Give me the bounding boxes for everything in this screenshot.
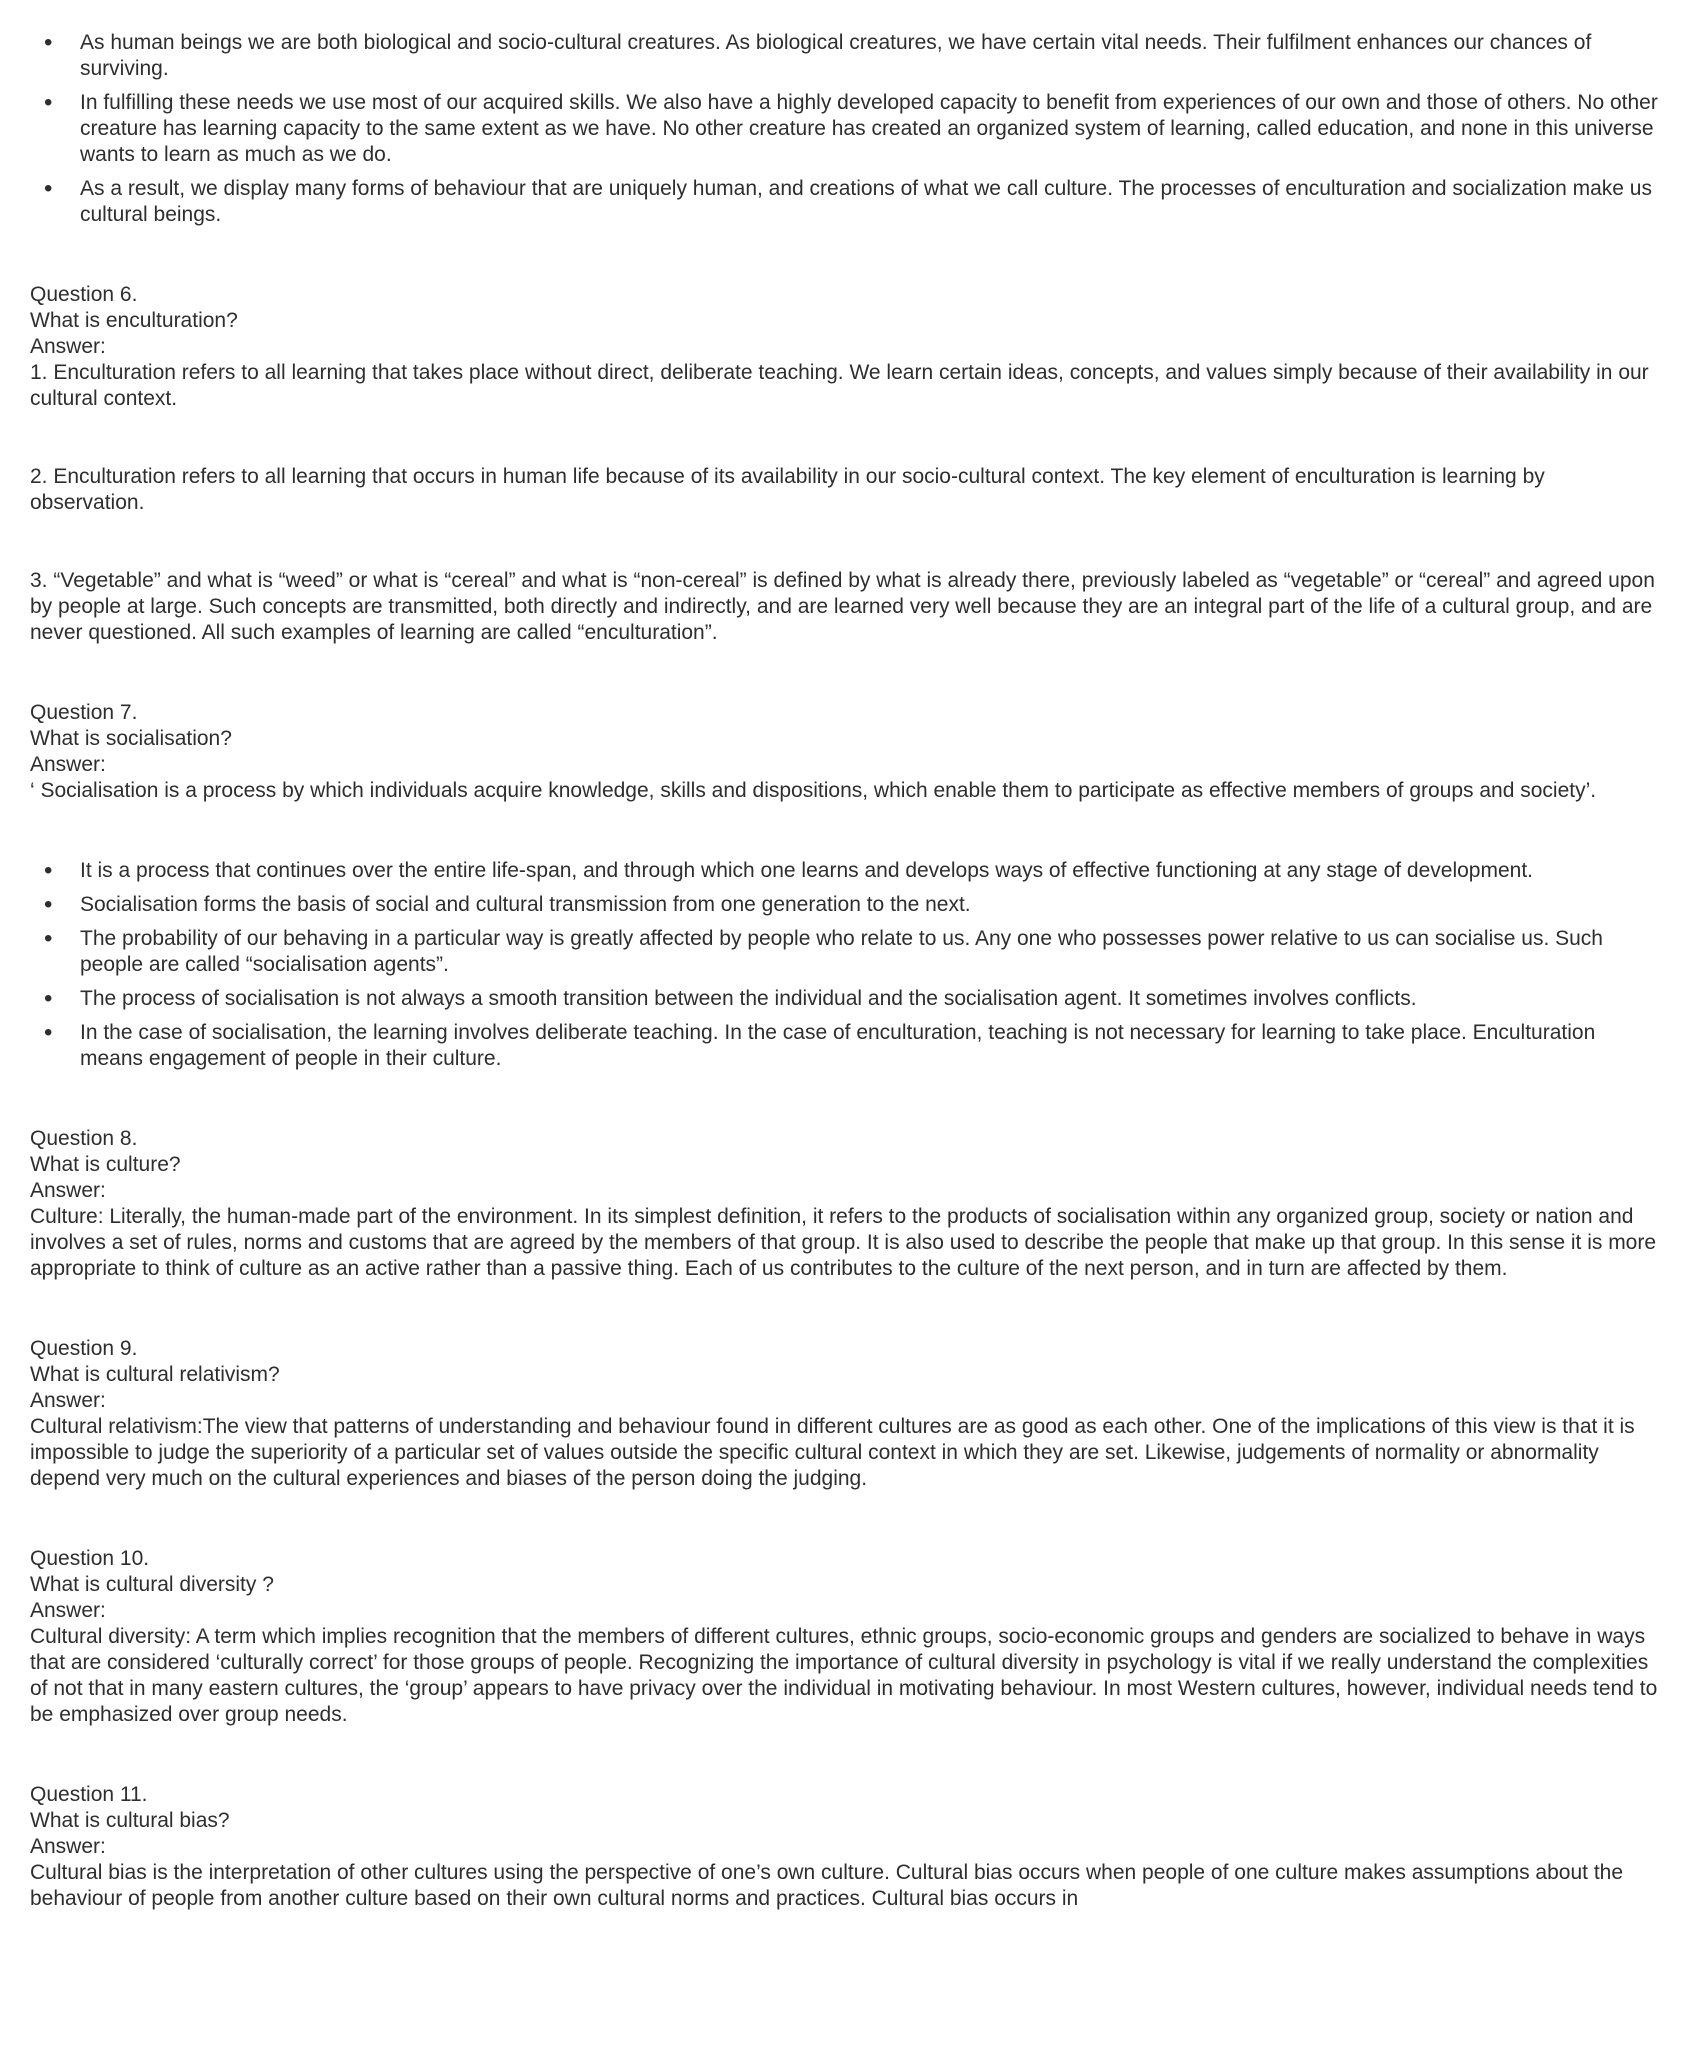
question-text: What is enculturation? [30,309,238,332]
answer-label: Answer: [30,753,106,776]
answer-paragraph: Cultural bias is the interpretation of other cultures using the perspective of one’s own culture. Cultural bias occurs when people of one culture makes assumptions about the behaviour of people from another culture based on their own cultural norms and practices. Cultural bias occurs in [30,1861,1624,1910]
question-label: Question 8. [30,1127,138,1150]
list-item: • The process of socialisation is not always a smooth transition between the individual and the socialisation agent. It sometimes involves conflicts. [30,986,1660,1012]
question-text: What is cultural bias? [30,1809,230,1832]
question-text: What is socialisation? [30,727,232,750]
answer-label: Answer: [30,1599,106,1622]
list-item: • As human beings we are both biological and socio-cultural creatures. As biological creatures, we have certain vital needs. Their fulfilment enhances our chances of surviving. [30,30,1660,82]
answer-label: Answer: [30,1389,106,1412]
question-7-section [30,700,1660,1072]
answer-label: Answer: [30,335,106,358]
question-10-section [30,1546,1660,1728]
list-item: • The probability of our behaving in a particular way is greatly affected by people who relate to us. Any one who possesses power relative to us can socialise us. Such people are called “socialisation agents”. [30,926,1660,978]
answer-paragraph: 3. “Vegetable” and what is “weed” or what is “cereal” and what is “non-cereal” is defined by what is already there, previously labeled as “vegetable” or “cereal” and agreed upon by people at large. Such concepts are transmitted, both directly and indirectly, and are learned very well because they are an integral part of the life of a cultural group, and are never questioned. All such examples of learning are called “enculturation”. [30,569,1655,644]
list-item: • Socialisation forms the basis of social and cultural transmission from one generation to the next. [30,892,1660,918]
question-8-section [30,1126,1660,1282]
question-label: Question 11. [30,1783,148,1806]
answer-paragraph: ‘ Socialisation is a process by which individuals acquire knowledge, skills and dispositions, which enable them to participate as effective members of groups and society’. [30,779,1597,802]
intro-bullet-list [30,30,1660,228]
question-label: Question 7. [30,701,138,724]
question-label: Question 9. [30,1337,138,1360]
question-label: Question 10. [30,1547,150,1570]
answer-paragraph: Cultural relativism:The view that patterns of understanding and behaviour found in different cultures are as good as each other. One of the implications of this view is that it is impossible to judge the superiority of a particular set of values outside the specific cultural context in which they are set. Likewise, judgements of normality or abnormality depend very much on the cultural experiences and biases of the person doing the judging. [30,1415,1635,1490]
question-text: What is cultural relativism? [30,1363,280,1386]
question-9-section [30,1336,1660,1492]
socialisation-points-list [30,858,1660,1072]
question-text: What is cultural diversity ? [30,1573,274,1596]
list-item: • In fulfilling these needs we use most of our acquired skills. We also have a highly developed capacity to benefit from experiences of our own and those of others. No other creature has learning capacity to the same extent as we have. No other creature has created an organized system of learning, called education, and none in this universe wants to learn as much as we do. [30,90,1660,168]
list-item: • It is a process that continues over the entire life-span, and through which one learns and develops ways of effective functioning at any stage of development. [30,858,1660,884]
question-label: Question 6. [30,283,138,306]
answer-paragraph: Cultural diversity: A term which implies recognition that the members of different cultures, ethnic groups, socio-economic groups and genders are socialized to behave in ways that are considered ‘culturally correct’ for those groups of people. Recognizing the importance of cultural diversity in psychology is vital if we really understand the complexities of not that in many eastern cultures, the ‘group’ appears to have privacy over the individual in motivating behaviour. In most Western cultures, however, individual needs tend to be emphasized over group needs. [30,1625,1658,1726]
answer-paragraph: 1. Enculturation refers to all learning that takes place without direct, deliberate teaching. We learn certain ideas, concepts, and values simply because of their availability in our cultural context. [30,361,1649,410]
question-6-section [30,282,1660,646]
question-11-section [30,1782,1660,1912]
list-item: • In the case of socialisation, the learning involves deliberate teaching. In the case of enculturation, teaching is not necessary for learning to take place. Enculturation means engagement of people in their culture. [30,1020,1660,1072]
answer-paragraph: Culture: Literally, the human-made part of the environment. In its simplest definition, it refers to the products of socialisation within any organized group, society or nation and involves a set of rules, norms and customs that are agreed by the members of that group. It is also used to describe the people that make up that group. In this sense it is more appropriate to think of culture as an active rather than a passive thing. Each of us contributes to the culture of the next person, and in turn are affected by them. [30,1205,1657,1280]
answer-label: Answer: [30,1179,106,1202]
list-item: • As a result, we display many forms of behaviour that are uniquely human, and creations of what we call culture. The processes of enculturation and socialization make us cultural beings. [30,176,1660,228]
document-page [30,30,1660,1912]
answer-paragraph: 2. Enculturation refers to all learning that occurs in human life because of its availability in our socio-cultural context. The key element of enculturation is learning by observation. [30,465,1545,514]
answer-label: Answer: [30,1835,106,1858]
question-text: What is culture? [30,1153,181,1176]
